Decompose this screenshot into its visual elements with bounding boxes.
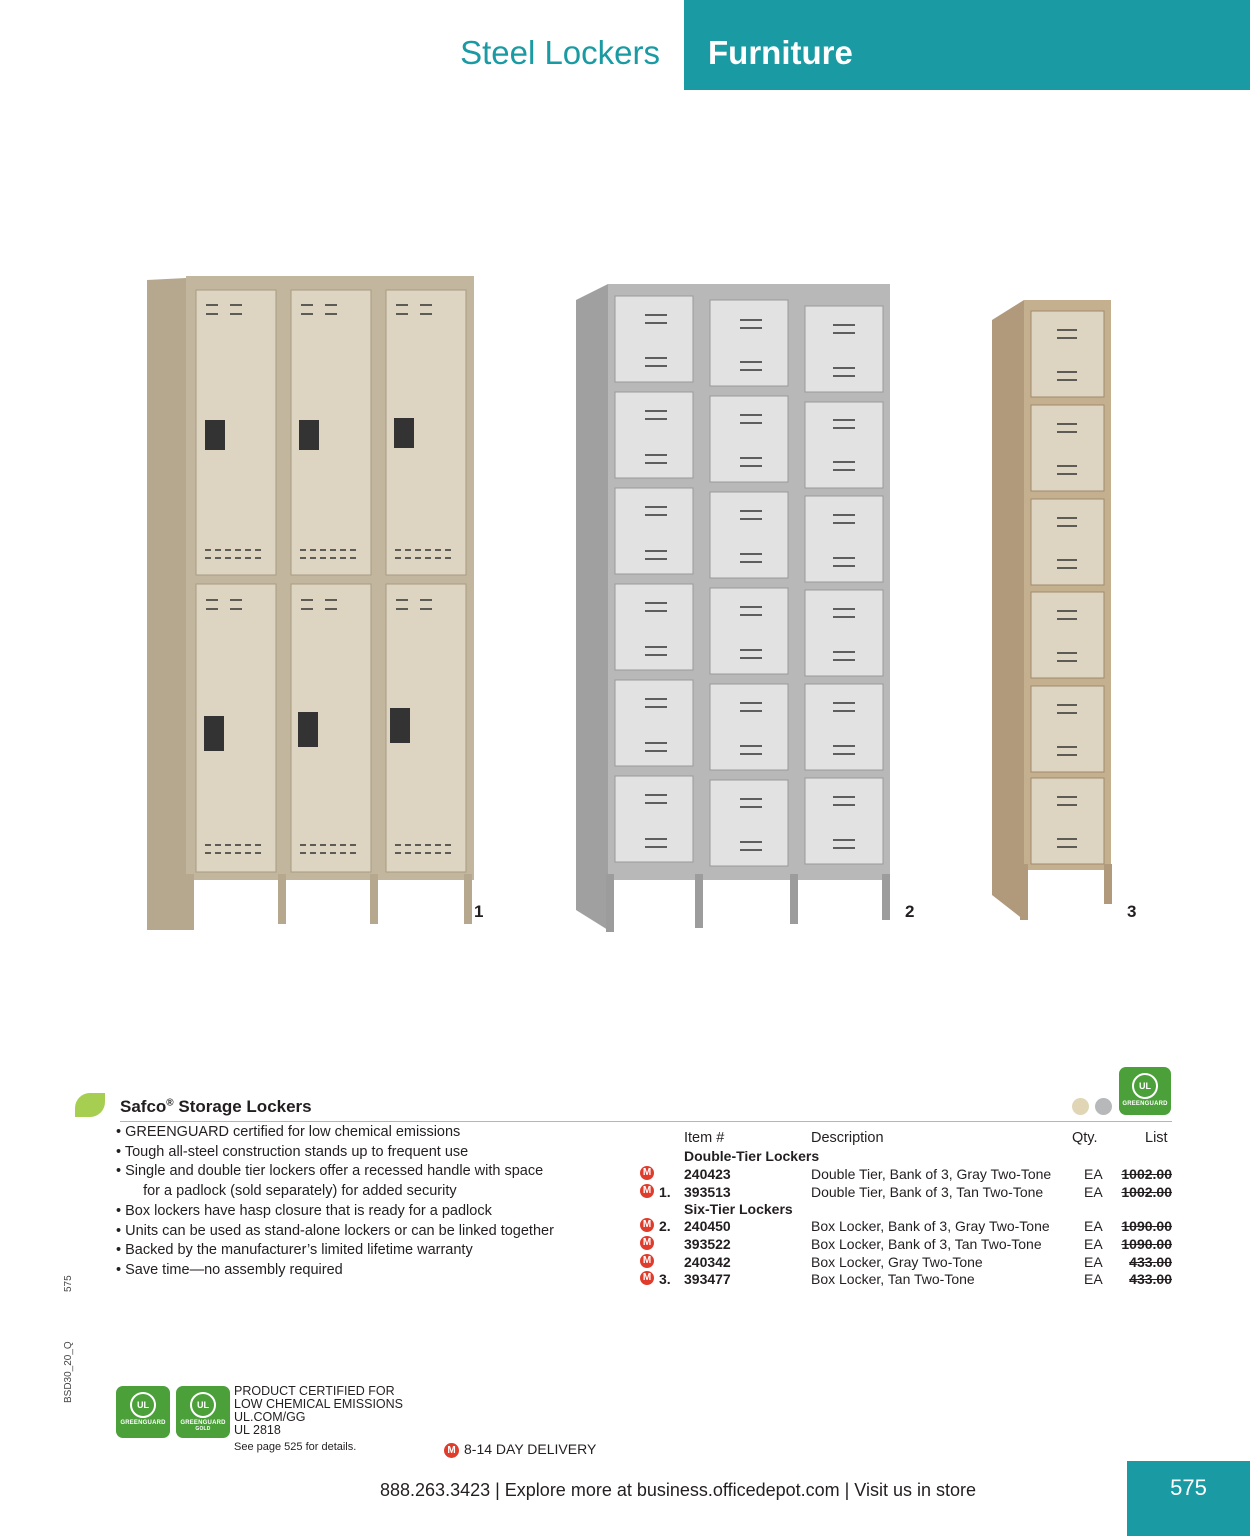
ul-logo-icon: UL — [1132, 1073, 1158, 1099]
item-description: Box Locker, Tan Two-Tone — [811, 1271, 975, 1287]
col-header-item: Item # — [684, 1130, 725, 1146]
section-double-tier: Double-Tier Lockers — [684, 1148, 820, 1164]
section-title: Steel Lockers — [460, 34, 660, 71]
item-number: 240450 — [684, 1218, 731, 1234]
greenguard-certified-badge — [116, 1386, 170, 1438]
product-name: Storage Lockers — [178, 1097, 312, 1116]
item-qty: EA — [1084, 1254, 1103, 1270]
cert-line: UL.COM/GG — [234, 1410, 306, 1424]
tan-color-swatch — [1072, 1098, 1089, 1115]
section-six-tier: Six-Tier Lockers — [684, 1201, 793, 1217]
product-title — [120, 1097, 312, 1117]
leaf-icon — [75, 1093, 105, 1117]
figure-ref: 1. — [659, 1184, 671, 1200]
m-delivery-icon: M — [640, 1236, 654, 1250]
item-list-price: 433.00 — [1129, 1254, 1172, 1270]
item-description: Box Locker, Bank of 3, Gray Two-Tone — [811, 1218, 1050, 1234]
greenguard-badge — [1119, 1067, 1171, 1115]
m-delivery-icon: M — [640, 1166, 654, 1180]
col-header-list: List — [1145, 1130, 1168, 1146]
feature-list — [116, 1123, 616, 1281]
item-number: 240423 — [684, 1166, 731, 1182]
item-description: Double Tier, Bank of 3, Tan Two-Tone — [811, 1184, 1044, 1200]
figure-label-3: 3 — [1127, 902, 1137, 921]
page-number-box — [1127, 1461, 1250, 1536]
certification-text — [234, 1385, 403, 1437]
item-description: Box Locker, Bank of 3, Tan Two-Tone — [811, 1236, 1042, 1252]
locker-2-image — [576, 284, 890, 932]
cert-line: LOW CHEMICAL EMISSIONS — [234, 1397, 404, 1411]
item-qty: EA — [1084, 1236, 1103, 1252]
side-code: BSD30_20_Q — [63, 1341, 74, 1403]
item-list-price: 1002.00 — [1121, 1166, 1172, 1182]
side-page-number: 575 — [63, 1275, 74, 1292]
locker-1-image — [147, 276, 474, 930]
figure-ref: 3. — [659, 1271, 671, 1287]
item-qty: EA — [1084, 1271, 1103, 1287]
item-number: 240342 — [684, 1254, 731, 1270]
feature-item: • Tough all-steel construction stands up to frequent use — [116, 1143, 469, 1160]
item-number: 393522 — [684, 1236, 731, 1252]
item-description: Box Locker, Gray Two-Tone — [811, 1254, 983, 1270]
item-number: 393513 — [684, 1184, 731, 1200]
gray-color-swatch — [1095, 1098, 1112, 1115]
col-header-qty: Qty. — [1072, 1130, 1098, 1146]
item-list-price: 433.00 — [1129, 1271, 1172, 1287]
table-row — [640, 1254, 1172, 1272]
m-delivery-icon: M — [640, 1271, 654, 1285]
m-delivery-icon: M — [444, 1443, 459, 1458]
m-delivery-icon: M — [640, 1218, 654, 1232]
ul-logo-icon: UL — [190, 1392, 216, 1418]
page-number: 575 — [1170, 1475, 1207, 1500]
greenguard-badge-label: GREENGUARD — [1122, 1101, 1168, 1107]
cert-line: UL 2818 — [234, 1423, 281, 1437]
feature-item: • Backed by the manufacturer’s limited lifetime warranty — [116, 1242, 473, 1259]
table-row — [640, 1184, 1172, 1202]
figure-ref: 2. — [659, 1218, 671, 1234]
see-page-note: See page 525 for details. — [234, 1441, 357, 1453]
m-delivery-icon: M — [640, 1184, 654, 1198]
delivery-note — [444, 1441, 596, 1458]
gold-label: GOLD — [195, 1426, 211, 1432]
item-qty: EA — [1084, 1184, 1103, 1200]
col-header-description: Description — [811, 1130, 884, 1146]
greenguard-badge-label: GREENGUARD — [180, 1420, 226, 1426]
table-row — [640, 1218, 1172, 1236]
m-delivery-icon: M — [640, 1254, 654, 1268]
item-list-price: 1090.00 — [1121, 1218, 1172, 1234]
feature-item: • Box lockers have hasp closure that is ready for a padlock — [116, 1202, 492, 1219]
feature-item: • GREENGUARD certified for low chemical emissions — [116, 1124, 461, 1140]
table-row — [640, 1236, 1172, 1254]
registered-mark: ® — [166, 1097, 174, 1109]
figure-label-2: 2 — [905, 902, 915, 921]
item-number: 393477 — [684, 1271, 731, 1287]
table-row — [640, 1166, 1172, 1184]
feature-item: for a padlock (sold separately) for added security — [131, 1183, 457, 1200]
feature-item: • Save time—no assembly required — [116, 1261, 343, 1278]
item-qty: EA — [1084, 1166, 1103, 1182]
item-qty: EA — [1084, 1218, 1103, 1234]
greenguard-gold-badge — [176, 1386, 230, 1438]
cert-line: PRODUCT CERTIFIED FOR — [234, 1384, 395, 1398]
brand-name: Safco — [120, 1097, 167, 1116]
item-description: Double Tier, Bank of 3, Gray Two-Tone — [811, 1166, 1052, 1182]
item-list-price: 1002.00 — [1121, 1184, 1172, 1200]
locker-3-image — [992, 300, 1112, 920]
delivery-text: 8-14 DAY DELIVERY — [464, 1441, 597, 1457]
figure-label-1: 1 — [474, 902, 484, 921]
table-row — [640, 1271, 1172, 1289]
footer-contact: 888.263.3423 | Explore more at business.officedepot.com | Visit us in store — [380, 1480, 977, 1500]
feature-item: • Single and double tier lockers offer a recessed handle with space — [116, 1163, 544, 1180]
greenguard-badge-label: GREENGUARD — [120, 1420, 166, 1426]
feature-item: • Units can be used as stand-alone lockers or can be linked together — [116, 1222, 554, 1239]
ul-logo-icon: UL — [130, 1392, 156, 1418]
title-divider — [120, 1121, 1172, 1122]
item-list-price: 1090.00 — [1121, 1236, 1172, 1252]
category-title: Furniture — [708, 34, 853, 71]
